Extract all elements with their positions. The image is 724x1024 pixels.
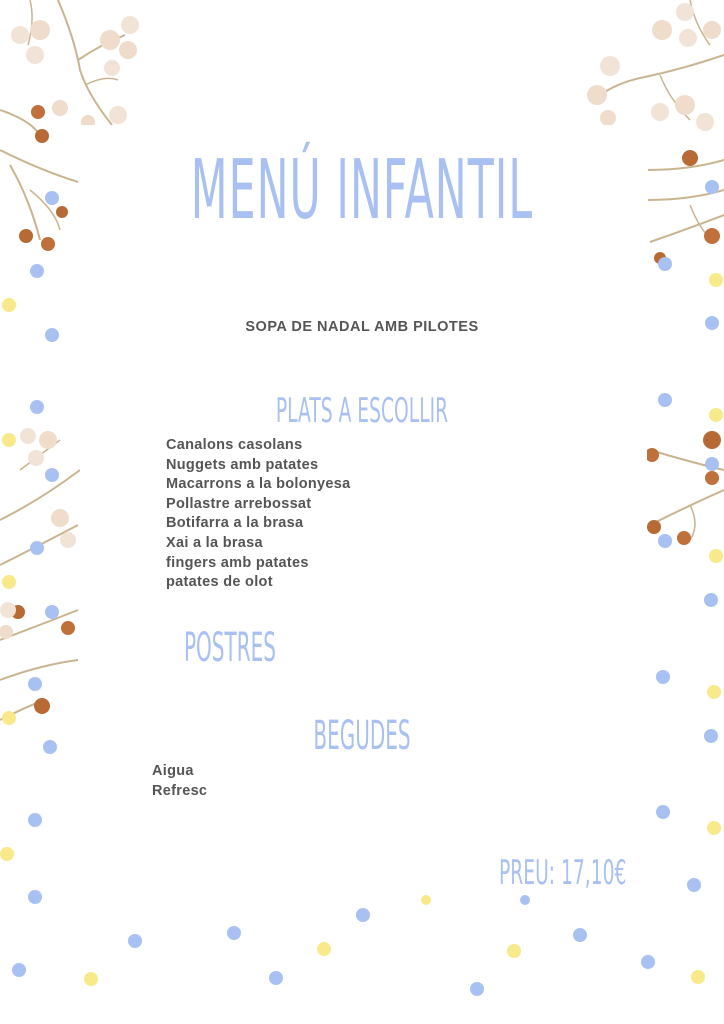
drink-list — [152, 762, 207, 801]
list-item: patates de olot — [166, 574, 273, 591]
berry-branch-icon — [648, 150, 724, 264]
list-item: Aigua — [152, 763, 194, 779]
berry-branch-icon — [645, 431, 724, 545]
price-label: PREU: 17,10€ — [499, 853, 627, 893]
list-item: Xai a la brasa — [166, 534, 263, 551]
list-item: Refresc — [152, 782, 208, 799]
berry-branch-icon — [0, 602, 78, 720]
begudes-heading: BEGUDES — [313, 713, 411, 759]
list-item: Macarrons a la bolonyesa — [166, 476, 351, 493]
soup-course: SOPA DE NADAL AMB PILOTES — [245, 319, 479, 335]
berry-branch-icon — [0, 105, 78, 251]
postres-heading: POSTRES — [184, 625, 276, 671]
cotton-branch-icon — [587, 0, 724, 131]
list-item: Canalons casolans — [166, 437, 303, 453]
cotton-branch-icon — [11, 0, 139, 129]
menu-title: MENÚ INFANTIL — [190, 143, 534, 238]
dish-list — [166, 436, 351, 593]
list-item: Pollastre arrebossat — [166, 495, 312, 512]
plats-heading: PLATS A ESCOLLIR — [275, 391, 449, 431]
list-item: Botifarra a la brasa — [166, 515, 304, 532]
list-item: Nuggets amb patates — [166, 456, 319, 473]
list-item: fingers amb patates — [166, 554, 309, 571]
